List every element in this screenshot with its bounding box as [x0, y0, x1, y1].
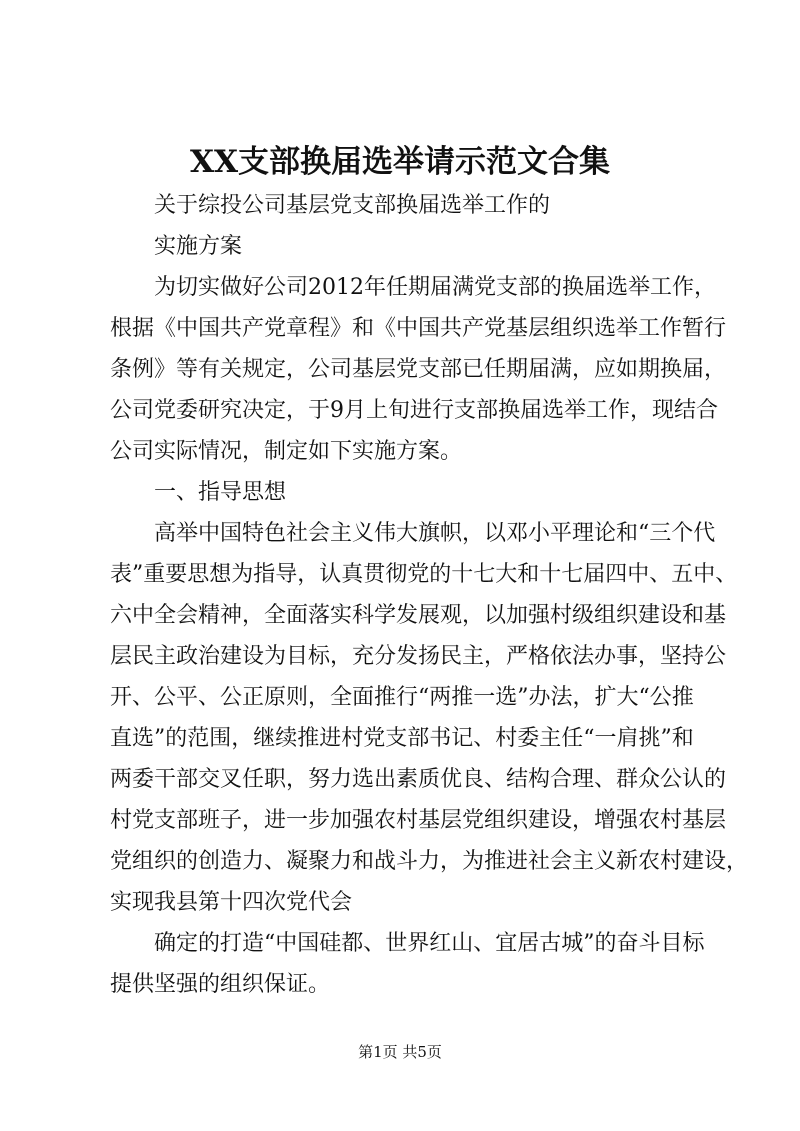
paragraph-line: 层民主政治建设为目标，充分发扬民主，严格依法办事，坚持公 [110, 644, 727, 669]
subtitle-line-1: 关于综投公司基层党支部换届选举工作的 [154, 193, 551, 218]
paragraph-line: 公司实际情况，制定如下实施方案。 [110, 439, 463, 464]
paragraph-line: 村党支部班子，进一步加强农村基层党组织建设，增强农村基层 [110, 808, 727, 833]
paragraph-line: 开、公平、公正原则，全面推行“两推一选”办法，扩大“公推 [110, 685, 694, 710]
section-heading: 一、指导思想 [154, 480, 287, 505]
document-title: XX支部换届选举请示范文合集 [189, 144, 611, 180]
paragraph-line: 确定的打造“中国硅都、世界红山、宜居古城”的奋斗目标 [154, 931, 705, 956]
paragraph-line: 高举中国特色社会主义伟大旗帜，以邓小平理论和“三个代 [154, 521, 716, 546]
paragraph-line: 条例》等有关规定，公司基层党支部已任期届满，应如期换届， [110, 357, 727, 382]
paragraph-line: 实现我县第十四次党代会 [110, 890, 353, 915]
paragraph-line: 两委干部交叉任职，努力选出素质优良、结构合理、群众公认的 [110, 767, 727, 792]
paragraph-line: 根据《中国共产党章程》和《中国共产党基层组织选举工作暂行 [110, 316, 727, 341]
paragraph-line: 直选”的范围，继续推进村党支部书记、村委主任“一肩挑”和 [110, 726, 694, 751]
paragraph-line: 为切实做好公司2012年任期届满党支部的换届选举工作， [154, 275, 716, 300]
page-indicator: 第1页 共5页 [358, 1043, 442, 1061]
paragraph-line: 党组织的创造力、凝聚力和战斗力，为推进社会主义新农村建设， [110, 849, 749, 874]
paragraph-line: 表”重要思想为指导，认真贯彻党的十七大和十七届四中、五中、 [110, 562, 738, 587]
paragraph-line: 六中全会精神，全面落实科学发展观，以加强村级组织建设和基 [110, 603, 727, 628]
paragraph-line: 提供坚强的组织保证。 [110, 972, 331, 997]
paragraph-line: 公司党委研究决定，于9月上旬进行支部换届选举工作，现结合 [110, 398, 718, 423]
subtitle-line-2: 实施方案 [154, 234, 243, 259]
